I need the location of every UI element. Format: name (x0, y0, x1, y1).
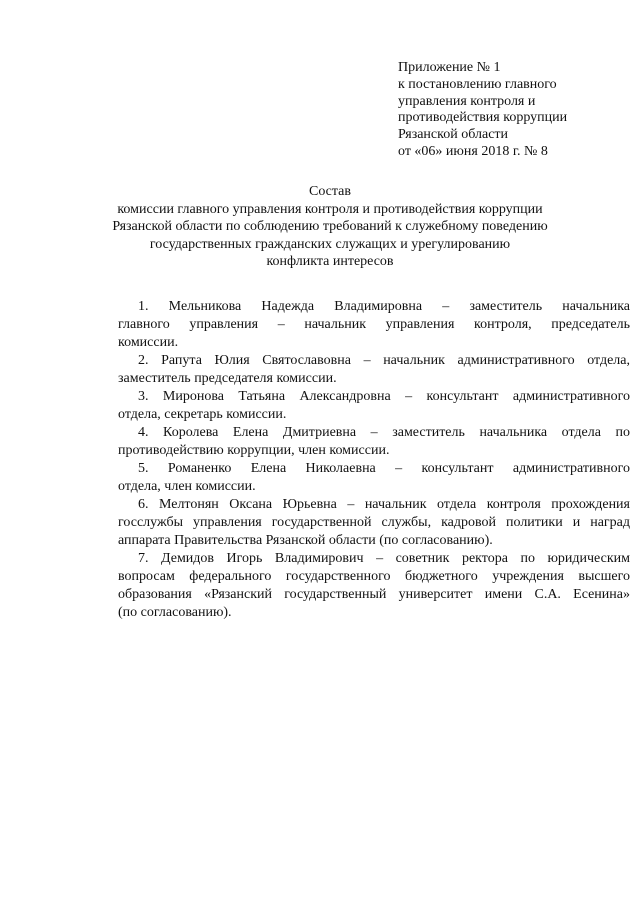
title-line: конфликта интересов (266, 254, 394, 269)
appendix-header (398, 60, 628, 161)
member-line: главного управления – начальник управления контроля, председатель (118, 317, 630, 332)
member-line: 6. Мелтонян Оксана Юрьевна – начальник отдела контроля прохождения (138, 497, 630, 512)
member-item (118, 496, 630, 550)
member-line: 3. Миронова Татьяна Александровна – консультант административного (138, 389, 630, 404)
member-line: 2. Рапута Юлия Святославовна – начальник административного отдела, (138, 353, 630, 368)
member-item (118, 460, 630, 496)
member-line: противодействию коррупции, член комиссии. (118, 443, 390, 458)
member-item (118, 352, 630, 388)
member-item (118, 388, 630, 424)
member-line: вопросам федерального государственного бюджетного учреждения высшего (118, 569, 630, 584)
member-line: 5. Романенко Елена Николаевна – консультант административного (138, 461, 630, 476)
title-line: комиссии главного управления контроля и противодействия коррупции (117, 201, 543, 217)
document-title (80, 183, 580, 271)
member-item (118, 298, 630, 352)
appendix-line: управления контроля и (398, 93, 536, 109)
member-line: комиссии. (118, 335, 179, 350)
member-line: образования «Рязанский государственный университет имени С.А. Есенина» (118, 587, 630, 602)
member-line: отдела, член комиссии. (118, 479, 256, 494)
member-list (118, 298, 630, 622)
member-line: 7. Демидов Игорь Владимирович – советник ректора по юридическим (138, 551, 630, 566)
appendix-line: Рязанской области (398, 127, 509, 143)
member-line: заместитель председателя комиссии. (118, 371, 337, 386)
appendix-line: к постановлению главного (398, 76, 557, 92)
member-line: 4. Королева Елена Дмитриевна – заместитель начальника отдела по (138, 425, 630, 440)
member-item (118, 424, 630, 460)
member-item (118, 550, 630, 622)
member-line: (по согласованию). (118, 605, 232, 620)
title-heading: Состав (308, 184, 351, 199)
appendix-line: противодействия коррупции (398, 110, 568, 126)
appendix-number: Приложение № 1 (398, 60, 501, 75)
member-line: 1. Мельникова Надежда Владимировна – заместитель начальника (138, 299, 630, 314)
appendix-date: от «06» июня 2018 г. № 8 (398, 143, 548, 159)
title-line: государственных гражданских служащих и урегулированию (149, 236, 511, 252)
member-line: аппарата Правительства Рязанской области (по согласованию). (118, 533, 493, 548)
member-line: госслужбы управления государственной службы, кадровой политики и наград (118, 515, 630, 530)
member-line: отдела, секретарь комиссии. (118, 407, 287, 422)
title-line: Рязанской области по соблюдению требований к служебному поведению (112, 219, 548, 234)
